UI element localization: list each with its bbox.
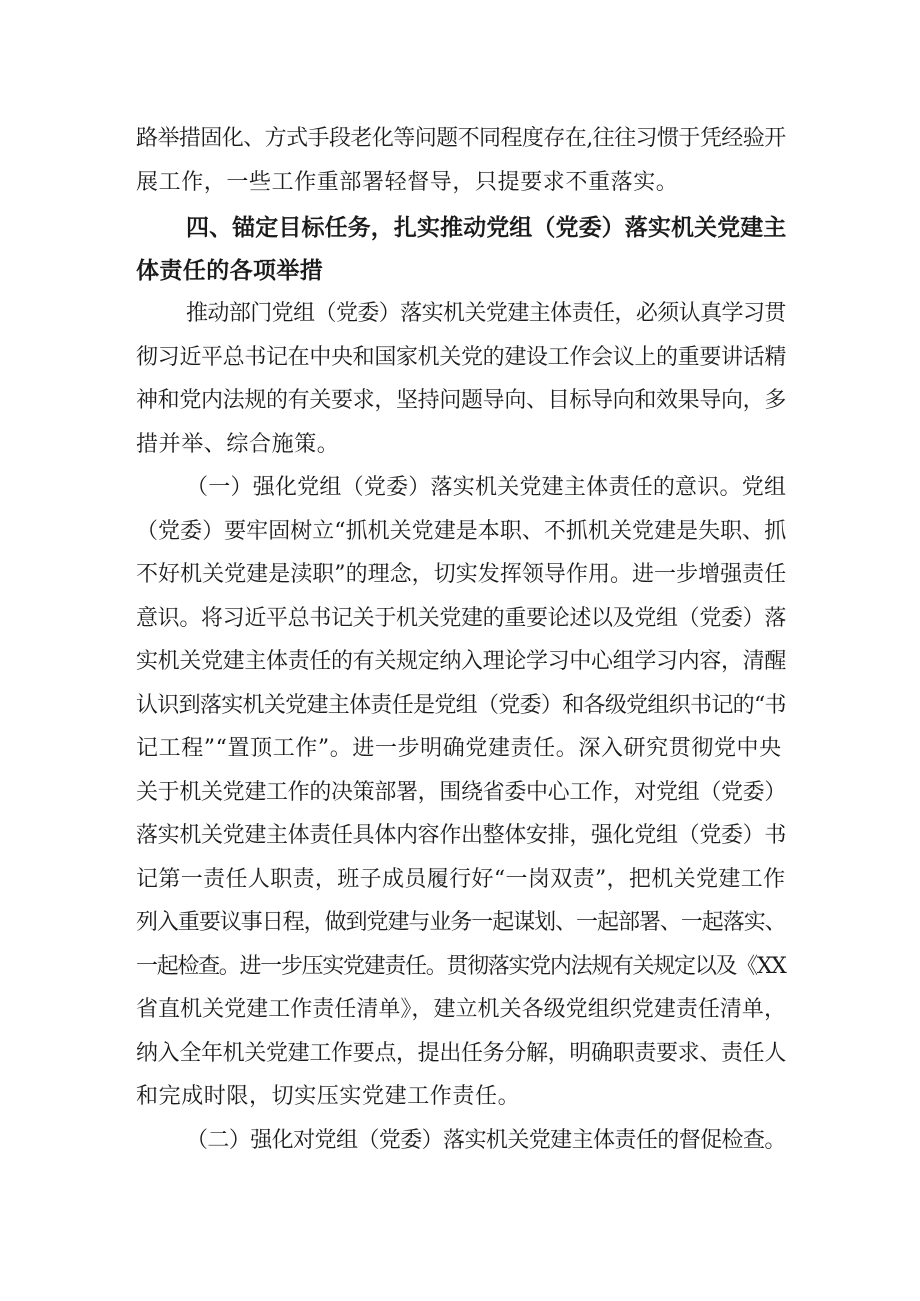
- text-line: 意识。将习近平总书记关于机关党建的重要论述以及党组（党委）落: [136, 606, 787, 631]
- text-line: 展工作，一些工作重部署轻督导，只提要求不重落实。: [136, 170, 679, 195]
- text-line: 纳入全年机关党建工作要点，提出任务分解，明确职责要求、责任人: [136, 1041, 787, 1066]
- text-line: 和完成时限，切实压实党建工作责任。: [136, 1084, 521, 1109]
- text-line: 彻习近平总书记在中央和国家机关党的建设工作会议上的重要讲话精: [136, 345, 787, 370]
- text-line: （党委）要牢固树立“抓机关党建是本职、不抓机关党建是失职、抓: [136, 519, 787, 544]
- subsection-line: （一）强化党组（党委）落实机关党建主体责任的意识。党组: [186, 475, 787, 500]
- text-line: 神和党内法规的有关要求，坚持问题导向、目标导向和效果导向，多: [136, 388, 787, 413]
- text-line: 路举措固化、方式手段老化等问题不同程度存在,往往习惯于凭经验开: [136, 126, 786, 151]
- text-line: 列入重要议事日程，做到党建与业务一起谋划、一起部署、一起落实、: [136, 910, 786, 935]
- text-line: 省直机关党建工作责任清单》，建立机关各级党组织党建责任清单，: [136, 997, 787, 1022]
- text-line: 记工程”“置顶工作”。进一步明确党建责任。深入研究贯彻党中央: [136, 736, 782, 761]
- text-line: 推动部门党组（党委）落实机关党建主体责任，必须认真学习贯: [186, 301, 786, 326]
- text-line: 关于机关党建工作的决策部署，围绕省委中心工作，对党组（党委）: [136, 780, 787, 805]
- text-line: 措并举、综合施策。: [136, 432, 340, 457]
- section-heading: 四、锚定目标任务，扎实推动党组（党委）落实机关党建主: [186, 215, 787, 241]
- text-line: 一起检查。进一步压实党建责任。贯彻落实党内法规有关规定以及《XX: [136, 954, 786, 979]
- subsection-line: （二）强化对党组（党委）落实机关党建主体责任的督促检查。: [186, 1128, 786, 1153]
- text-line: 落实机关党建主体责任具体内容作出整体安排，强化党组（党委）书: [136, 823, 787, 848]
- section-heading: 体责任的各项举措: [136, 258, 324, 284]
- text-line: 记第一责任人职责，班子成员履行好“一岗双责”，把机关党建工作: [136, 867, 786, 892]
- text-line: 认识到落实机关党建主体责任是党组（党委）和各级党组织书记的“书: [136, 693, 786, 718]
- text-line: 实机关党建主体责任的有关规定纳入理论学习中心组学习内容，清醒: [136, 649, 787, 674]
- text-line: 不好机关党建是渎职”的理念，切实发挥领导作用。进一步增强责任: [136, 562, 787, 587]
